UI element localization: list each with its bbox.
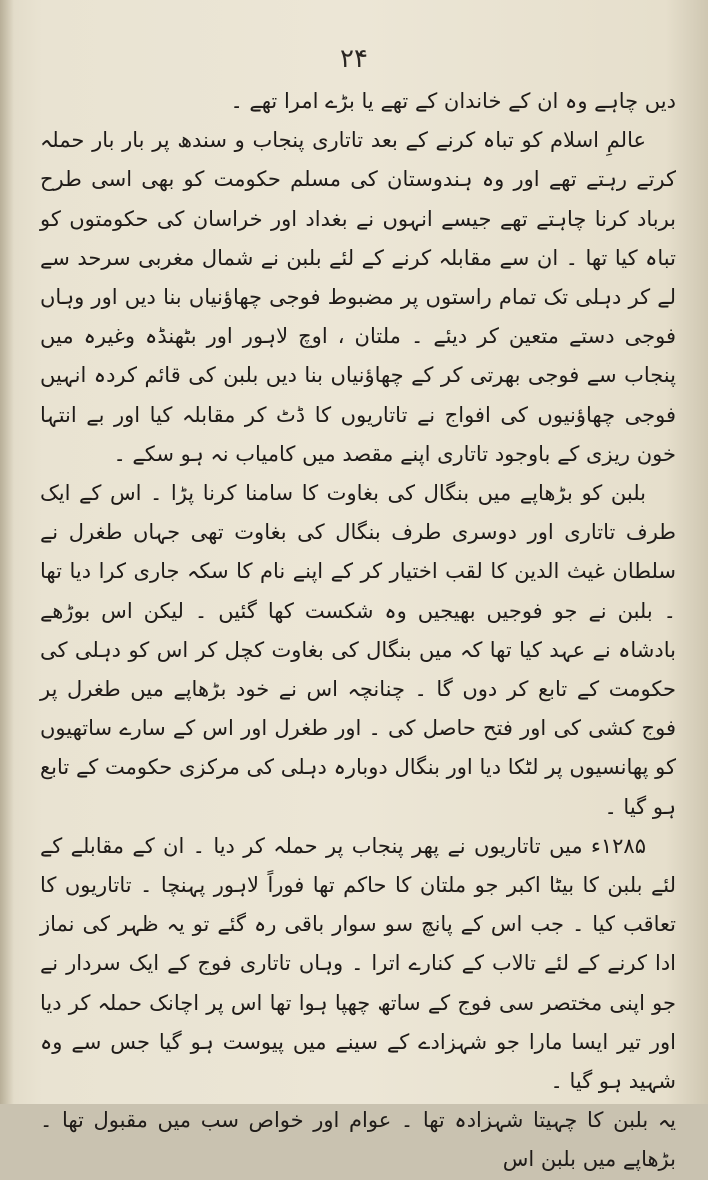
page-text	[40, 82, 676, 1180]
paragraph-5: یہ بلبن کا چہیتا شہزادہ تھا ۔ عوام اور خواص سب میں مقبول تھا ۔ بڑھاپے میں بلبن اس	[40, 1108, 676, 1172]
paragraph-3: بلبن کو بڑھاپے میں بنگال کی بغاوت کا سامنا کرنا پڑا ۔ اس کے ایک طرف تاتاری اور دوسری طرف بنگال کی بغاوت تھی جہاں طغرل نے سلطان غیث الدین کا لقب اختیار کر کے اپنے نام کا سکہ جاری کرا دیا تھا ۔ بلبن نے جو فوجیں بھیجیں وہ شکست کھا گئیں ۔ لیکن اس بوڑھے بادشاہ نے عہد کیا تھا کہ میں بنگال کی بغاوت کچل کر اس کو دہلی کی حکومت کے تابع کر دوں گا ۔ چنانچہ اس نے خود بڑھاپے میں طغرل پر فوج کشی کی اور فتح حاصل کی ۔ اور طغرل اور اس کے سارے ساتھیوں کو پھانسیوں پر لٹکا دیا اور بنگال دوبارہ دہلی کی مرکزی حکومت کے تابع ہو گیا ۔	[40, 481, 676, 819]
paragraph-1: دیں چاہے وہ ان کے خاندان کے تھے یا بڑے امرا تھے ۔	[230, 89, 676, 113]
page-number: ۲۴	[340, 44, 368, 74]
paragraph-4: ۱۲۸۵ء میں تاتاریوں نے پھر پنجاب پر حملہ کر دیا ۔ ان کے مقابلے کے لئے بلبن کا بیٹا اکبر جو ملتان کا حاکم تھا فوراً لاہور پہنچا ۔ تاتاریوں کا تعاقب کیا ۔ جب اس کے پانچ سو سوار باقی رہ گئے تو یہ ظہر کی نماز ادا کرنے کے لئے تالاب کے کنارے اترا ۔ وہاں تاتاری فوج کے ایک سردار نے جو اپنی مختصر سی فوج کے ساتھ چھپا ہوا تھا اس پر اچانک حملہ کر دیا اور تیر ایسا مارا جو شہزادے کے سینے میں پیوست ہو گیا جس سے وہ شہید ہو گیا ۔	[40, 833, 676, 1094]
paragraph-2: عالمِ اسلام کو تباہ کرنے کے بعد تاتاری پنجاب و سندھ پر بار بار حملہ کرتے رہتے تھے اور وہ ہندوستان کی مسلم حکومت کو بھی اسی طرح برباد کرنا چاہتے تھے جیسے انہوں نے بغداد اور خراسان کی حکومتوں کو تباہ کیا تھا ۔ ان سے مقابلہ کرنے کے لئے بلبن نے شمال مغربی سرحد سے لے کر دہلی تک تمام راستوں پر مضبوط فوجی چھاؤنیاں بنا دیں اور وہاں فوجی دستے متعین کر دیئے ۔ ملتان ، اوچ لاہور اور بٹھنڈہ وغیرہ میں پنجاب سے فوجی بھرتی کر کے چھاؤنیاں بنا دیں بلبن کی قائم کردہ انہیں فوجی چھاؤنیوں کی افواج نے تاتاریوں کا ڈٹ کر مقابلہ کیا اور بے انتہا خون ریزی کے باوجود تاتاری اپنے مقصد میں کامیاب نہ ہو سکے ۔	[40, 128, 676, 466]
